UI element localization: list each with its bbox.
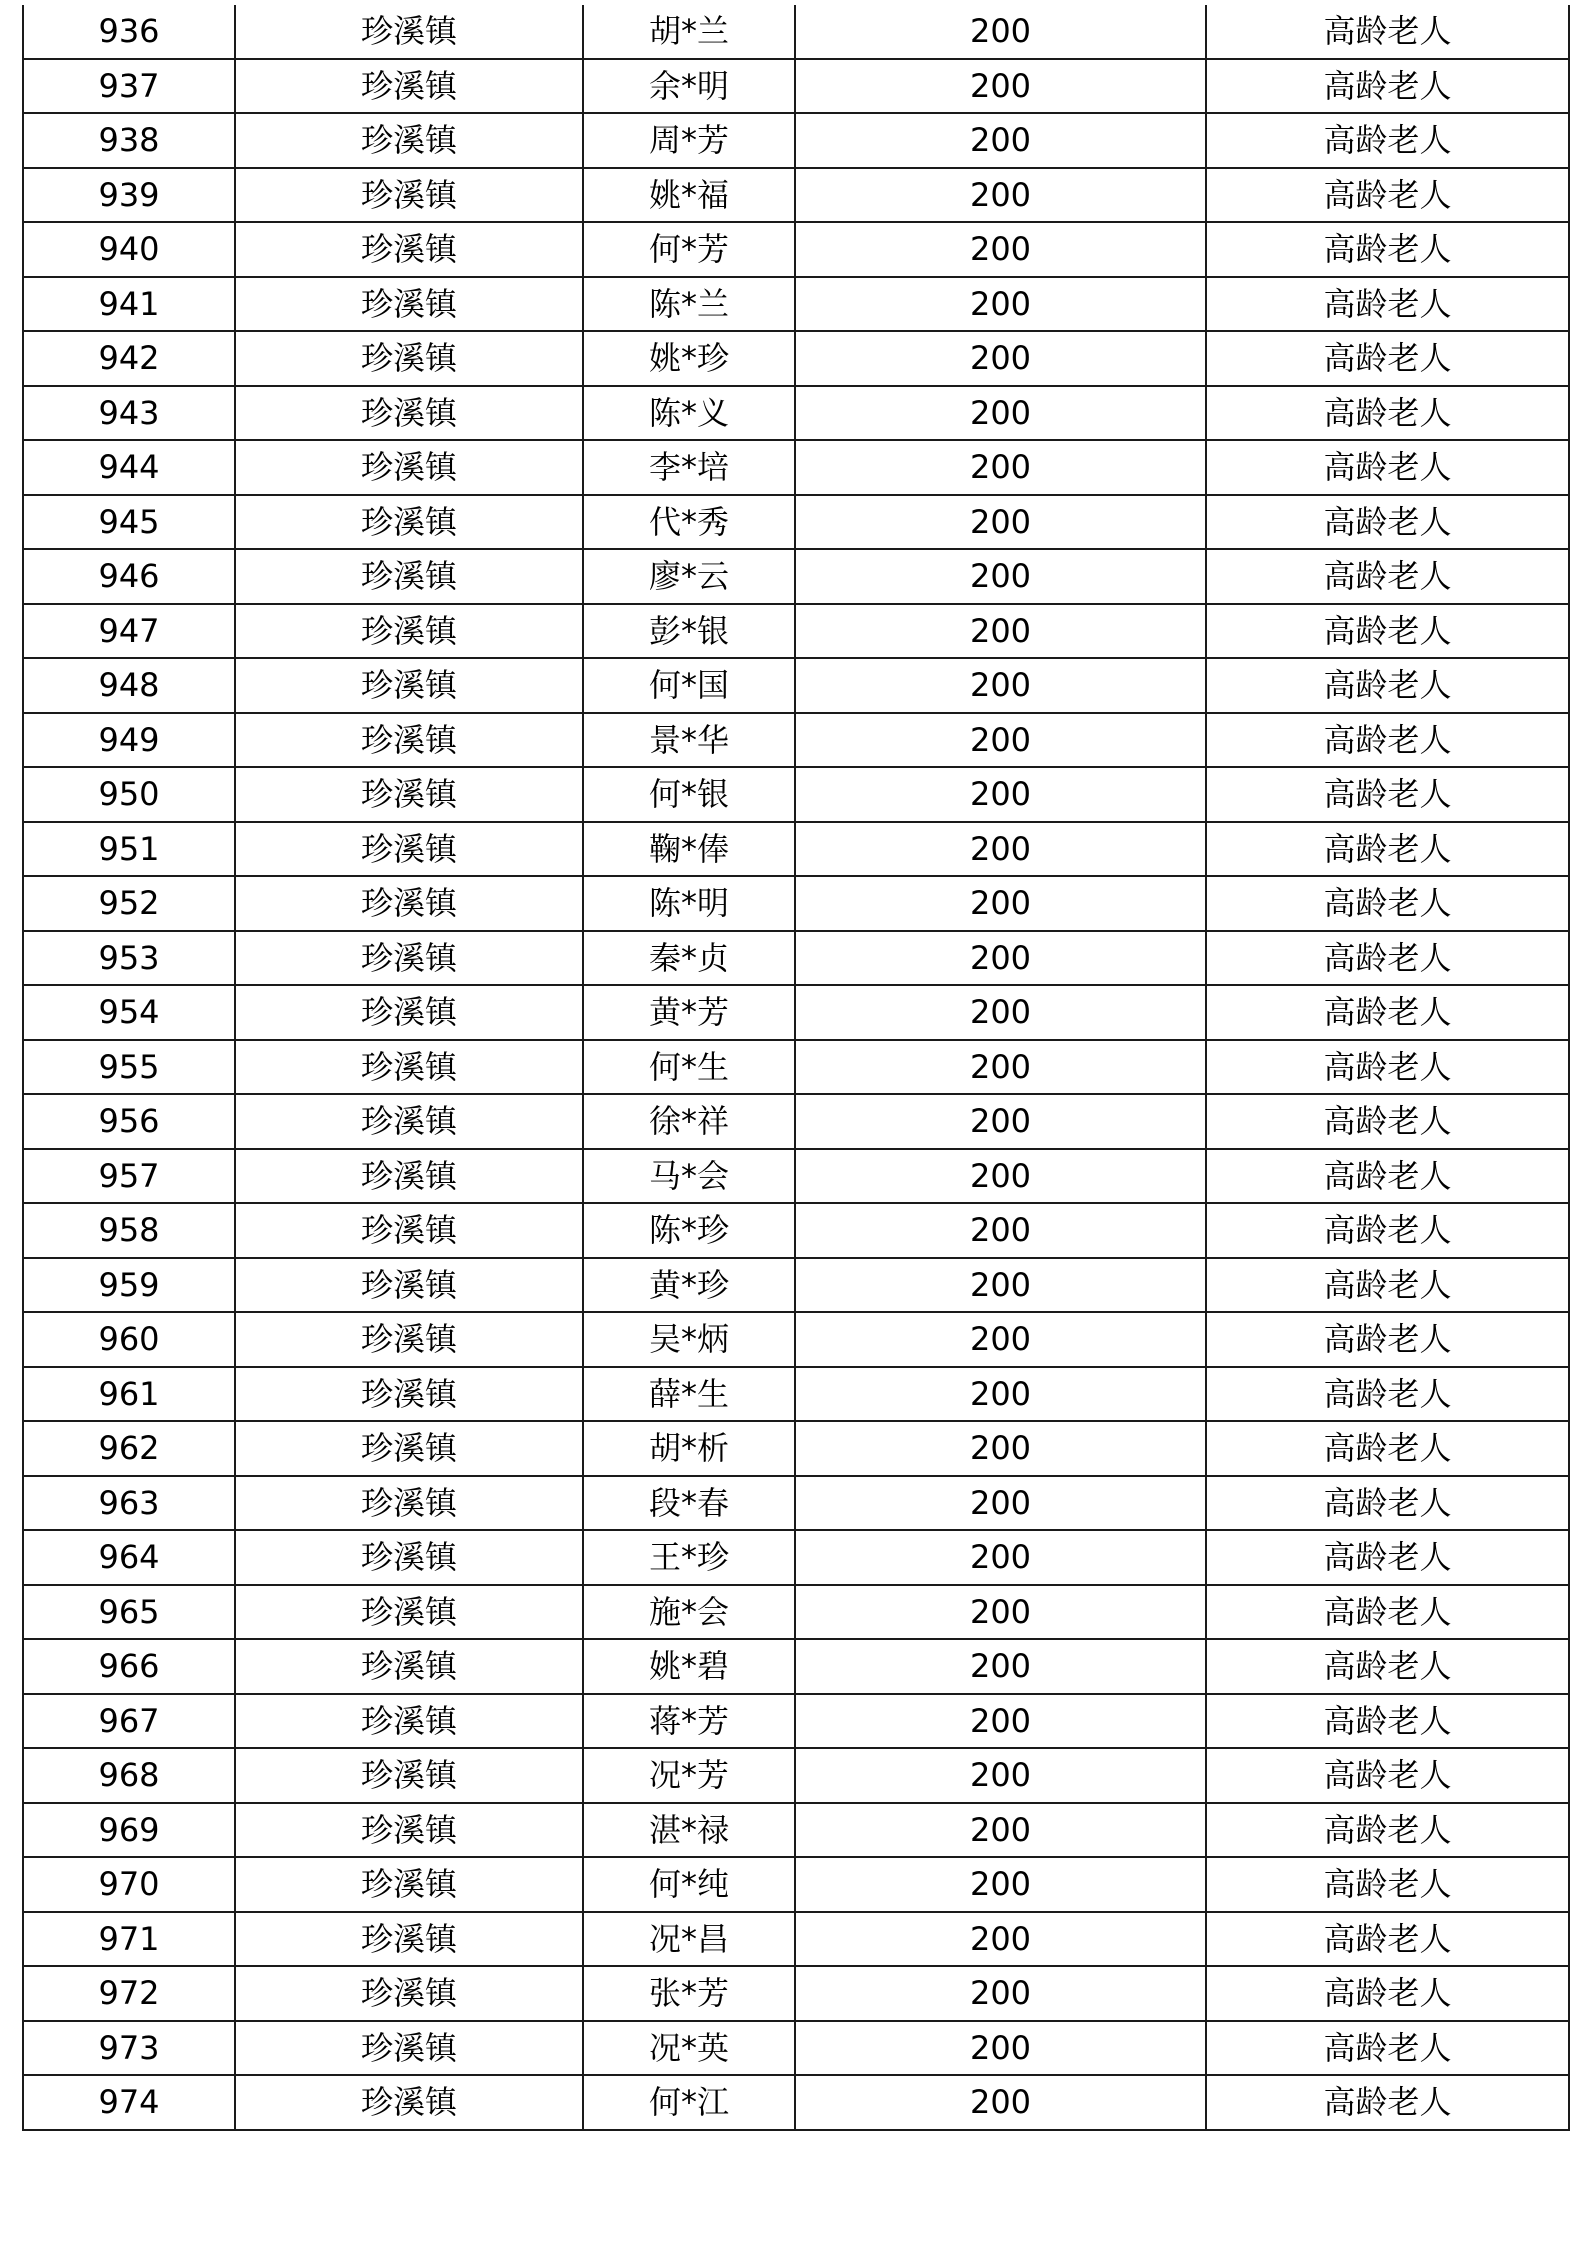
- amount-cell: 200: [795, 495, 1206, 550]
- town-cell: 珍溪镇: [235, 931, 583, 986]
- town-cell: 珍溪镇: [235, 1639, 583, 1694]
- amount-cell: 200: [795, 440, 1206, 495]
- town-cell: 珍溪镇: [235, 386, 583, 441]
- town-cell: 珍溪镇: [235, 1530, 583, 1585]
- town-cell: 珍溪镇: [235, 440, 583, 495]
- name-cell: 胡*析: [583, 1421, 795, 1476]
- category-cell: 高龄老人: [1206, 658, 1569, 713]
- serial-number-cell: 959: [23, 1258, 235, 1313]
- table-row: [23, 1530, 1569, 1585]
- name-cell: 段*春: [583, 1476, 795, 1531]
- table-row: [23, 1803, 1569, 1858]
- name-cell: 陈*珍: [583, 1203, 795, 1258]
- table-row: [23, 767, 1569, 822]
- town-cell: 珍溪镇: [235, 277, 583, 332]
- table-row: [23, 604, 1569, 659]
- town-cell: 珍溪镇: [235, 1585, 583, 1640]
- amount-cell: 200: [795, 1367, 1206, 1422]
- town-cell: 珍溪镇: [235, 658, 583, 713]
- serial-number-cell: 960: [23, 1312, 235, 1367]
- name-cell: 黄*芳: [583, 985, 795, 1040]
- table-row: [23, 1748, 1569, 1803]
- serial-number-cell: 938: [23, 113, 235, 168]
- town-cell: 珍溪镇: [235, 1258, 583, 1313]
- table-row: [23, 2021, 1569, 2076]
- table-row: [23, 876, 1569, 931]
- category-cell: 高龄老人: [1206, 331, 1569, 386]
- category-cell: 高龄老人: [1206, 1857, 1569, 1912]
- table-row: [23, 658, 1569, 713]
- table-row: [23, 1149, 1569, 1204]
- amount-cell: 200: [795, 59, 1206, 114]
- name-cell: 鞠*俸: [583, 822, 795, 877]
- category-cell: 高龄老人: [1206, 59, 1569, 114]
- name-cell: 何*国: [583, 658, 795, 713]
- amount-cell: 200: [795, 1966, 1206, 2021]
- category-cell: 高龄老人: [1206, 1094, 1569, 1149]
- amount-cell: 200: [795, 549, 1206, 604]
- name-cell: 周*芳: [583, 113, 795, 168]
- town-cell: 珍溪镇: [235, 495, 583, 550]
- category-cell: 高龄老人: [1206, 767, 1569, 822]
- serial-number-cell: 965: [23, 1585, 235, 1640]
- serial-number-cell: 963: [23, 1476, 235, 1531]
- table-row: [23, 1912, 1569, 1967]
- amount-cell: 200: [795, 1258, 1206, 1313]
- town-cell: 珍溪镇: [235, 713, 583, 768]
- category-cell: 高龄老人: [1206, 5, 1569, 59]
- table-body: [23, 5, 1569, 2130]
- amount-cell: 200: [795, 931, 1206, 986]
- table-row: [23, 331, 1569, 386]
- table-row: [23, 1367, 1569, 1422]
- table-row: [23, 277, 1569, 332]
- serial-number-cell: 971: [23, 1912, 235, 1967]
- name-cell: 何*芳: [583, 222, 795, 277]
- amount-cell: 200: [795, 1639, 1206, 1694]
- town-cell: 珍溪镇: [235, 1040, 583, 1095]
- amount-cell: 200: [795, 222, 1206, 277]
- category-cell: 高龄老人: [1206, 1367, 1569, 1422]
- amount-cell: 200: [795, 168, 1206, 223]
- town-cell: 珍溪镇: [235, 549, 583, 604]
- table-row: [23, 822, 1569, 877]
- name-cell: 胡*兰: [583, 5, 795, 59]
- category-cell: 高龄老人: [1206, 1748, 1569, 1803]
- name-cell: 陈*明: [583, 876, 795, 931]
- table-row: [23, 1421, 1569, 1476]
- serial-number-cell: 948: [23, 658, 235, 713]
- category-cell: 高龄老人: [1206, 713, 1569, 768]
- serial-number-cell: 937: [23, 59, 235, 114]
- document-table-container: [22, 5, 1568, 2131]
- table-row: [23, 113, 1569, 168]
- category-cell: 高龄老人: [1206, 549, 1569, 604]
- table-row: [23, 222, 1569, 277]
- table-row: [23, 1094, 1569, 1149]
- town-cell: 珍溪镇: [235, 331, 583, 386]
- town-cell: 珍溪镇: [235, 1421, 583, 1476]
- town-cell: 珍溪镇: [235, 1149, 583, 1204]
- town-cell: 珍溪镇: [235, 876, 583, 931]
- category-cell: 高龄老人: [1206, 604, 1569, 659]
- category-cell: 高龄老人: [1206, 1639, 1569, 1694]
- name-cell: 薛*生: [583, 1367, 795, 1422]
- amount-cell: 200: [795, 1203, 1206, 1258]
- table-row: [23, 1476, 1569, 1531]
- serial-number-cell: 974: [23, 2075, 235, 2130]
- table-row: [23, 1857, 1569, 1912]
- amount-cell: 200: [795, 277, 1206, 332]
- town-cell: 珍溪镇: [235, 1203, 583, 1258]
- town-cell: 珍溪镇: [235, 1476, 583, 1531]
- name-cell: 马*会: [583, 1149, 795, 1204]
- category-cell: 高龄老人: [1206, 1149, 1569, 1204]
- amount-cell: 200: [795, 1748, 1206, 1803]
- name-cell: 况*芳: [583, 1748, 795, 1803]
- category-cell: 高龄老人: [1206, 931, 1569, 986]
- town-cell: 珍溪镇: [235, 1094, 583, 1149]
- town-cell: 珍溪镇: [235, 767, 583, 822]
- subsidy-table: [22, 5, 1570, 2131]
- serial-number-cell: 958: [23, 1203, 235, 1258]
- category-cell: 高龄老人: [1206, 1694, 1569, 1749]
- table-row: [23, 386, 1569, 441]
- table-row: [23, 1639, 1569, 1694]
- town-cell: 珍溪镇: [235, 1803, 583, 1858]
- table-row: [23, 59, 1569, 114]
- category-cell: 高龄老人: [1206, 386, 1569, 441]
- category-cell: 高龄老人: [1206, 495, 1569, 550]
- table-row: [23, 1585, 1569, 1640]
- name-cell: 何*江: [583, 2075, 795, 2130]
- town-cell: 珍溪镇: [235, 1966, 583, 2021]
- amount-cell: 200: [795, 1312, 1206, 1367]
- town-cell: 珍溪镇: [235, 2021, 583, 2076]
- amount-cell: 200: [795, 2075, 1206, 2130]
- serial-number-cell: 939: [23, 168, 235, 223]
- table-row: [23, 5, 1569, 59]
- serial-number-cell: 952: [23, 876, 235, 931]
- category-cell: 高龄老人: [1206, 1912, 1569, 1967]
- serial-number-cell: 941: [23, 277, 235, 332]
- amount-cell: 200: [795, 1803, 1206, 1858]
- category-cell: 高龄老人: [1206, 1585, 1569, 1640]
- name-cell: 姚*碧: [583, 1639, 795, 1694]
- category-cell: 高龄老人: [1206, 985, 1569, 1040]
- serial-number-cell: 942: [23, 331, 235, 386]
- name-cell: 景*华: [583, 713, 795, 768]
- amount-cell: 200: [795, 1094, 1206, 1149]
- category-cell: 高龄老人: [1206, 1476, 1569, 1531]
- amount-cell: 200: [795, 113, 1206, 168]
- amount-cell: 200: [795, 767, 1206, 822]
- category-cell: 高龄老人: [1206, 1803, 1569, 1858]
- amount-cell: 200: [795, 331, 1206, 386]
- category-cell: 高龄老人: [1206, 876, 1569, 931]
- category-cell: 高龄老人: [1206, 1421, 1569, 1476]
- town-cell: 珍溪镇: [235, 59, 583, 114]
- town-cell: 珍溪镇: [235, 1748, 583, 1803]
- table-row: [23, 168, 1569, 223]
- table-row: [23, 713, 1569, 768]
- serial-number-cell: 970: [23, 1857, 235, 1912]
- town-cell: 珍溪镇: [235, 604, 583, 659]
- serial-number-cell: 973: [23, 2021, 235, 2076]
- name-cell: 张*芳: [583, 1966, 795, 2021]
- serial-number-cell: 944: [23, 440, 235, 495]
- serial-number-cell: 969: [23, 1803, 235, 1858]
- category-cell: 高龄老人: [1206, 440, 1569, 495]
- amount-cell: 200: [795, 876, 1206, 931]
- town-cell: 珍溪镇: [235, 168, 583, 223]
- serial-number-cell: 940: [23, 222, 235, 277]
- town-cell: 珍溪镇: [235, 113, 583, 168]
- table-row: [23, 1694, 1569, 1749]
- table-row: [23, 985, 1569, 1040]
- name-cell: 何*纯: [583, 1857, 795, 1912]
- amount-cell: 200: [795, 822, 1206, 877]
- table-row: [23, 1258, 1569, 1313]
- serial-number-cell: 966: [23, 1639, 235, 1694]
- name-cell: 李*培: [583, 440, 795, 495]
- name-cell: 蒋*芳: [583, 1694, 795, 1749]
- amount-cell: 200: [795, 1476, 1206, 1531]
- town-cell: 珍溪镇: [235, 985, 583, 1040]
- serial-number-cell: 943: [23, 386, 235, 441]
- town-cell: 珍溪镇: [235, 1857, 583, 1912]
- name-cell: 况*昌: [583, 1912, 795, 1967]
- amount-cell: 200: [795, 386, 1206, 441]
- name-cell: 徐*祥: [583, 1094, 795, 1149]
- amount-cell: 200: [795, 658, 1206, 713]
- serial-number-cell: 936: [23, 5, 235, 59]
- category-cell: 高龄老人: [1206, 1966, 1569, 2021]
- serial-number-cell: 953: [23, 931, 235, 986]
- amount-cell: 200: [795, 604, 1206, 659]
- town-cell: 珍溪镇: [235, 2075, 583, 2130]
- amount-cell: 200: [795, 1040, 1206, 1095]
- name-cell: 何*银: [583, 767, 795, 822]
- serial-number-cell: 968: [23, 1748, 235, 1803]
- category-cell: 高龄老人: [1206, 1312, 1569, 1367]
- name-cell: 王*珍: [583, 1530, 795, 1585]
- name-cell: 何*生: [583, 1040, 795, 1095]
- amount-cell: 200: [795, 1585, 1206, 1640]
- amount-cell: 200: [795, 1421, 1206, 1476]
- category-cell: 高龄老人: [1206, 1258, 1569, 1313]
- serial-number-cell: 962: [23, 1421, 235, 1476]
- amount-cell: 200: [795, 1530, 1206, 1585]
- town-cell: 珍溪镇: [235, 1912, 583, 1967]
- town-cell: 珍溪镇: [235, 222, 583, 277]
- serial-number-cell: 949: [23, 713, 235, 768]
- serial-number-cell: 955: [23, 1040, 235, 1095]
- town-cell: 珍溪镇: [235, 5, 583, 59]
- amount-cell: 200: [795, 1694, 1206, 1749]
- name-cell: 廖*云: [583, 549, 795, 604]
- table-row: [23, 1040, 1569, 1095]
- category-cell: 高龄老人: [1206, 277, 1569, 332]
- category-cell: 高龄老人: [1206, 1040, 1569, 1095]
- name-cell: 秦*贞: [583, 931, 795, 986]
- serial-number-cell: 954: [23, 985, 235, 1040]
- serial-number-cell: 972: [23, 1966, 235, 2021]
- amount-cell: 200: [795, 1857, 1206, 1912]
- serial-number-cell: 967: [23, 1694, 235, 1749]
- name-cell: 湛*禄: [583, 1803, 795, 1858]
- category-cell: 高龄老人: [1206, 168, 1569, 223]
- table-row: [23, 1312, 1569, 1367]
- name-cell: 彭*银: [583, 604, 795, 659]
- town-cell: 珍溪镇: [235, 1367, 583, 1422]
- serial-number-cell: 961: [23, 1367, 235, 1422]
- category-cell: 高龄老人: [1206, 222, 1569, 277]
- name-cell: 陈*兰: [583, 277, 795, 332]
- name-cell: 施*会: [583, 1585, 795, 1640]
- serial-number-cell: 947: [23, 604, 235, 659]
- category-cell: 高龄老人: [1206, 822, 1569, 877]
- table-row: [23, 2075, 1569, 2130]
- name-cell: 姚*福: [583, 168, 795, 223]
- name-cell: 代*秀: [583, 495, 795, 550]
- amount-cell: 200: [795, 2021, 1206, 2076]
- amount-cell: 200: [795, 985, 1206, 1040]
- serial-number-cell: 957: [23, 1149, 235, 1204]
- serial-number-cell: 950: [23, 767, 235, 822]
- serial-number-cell: 956: [23, 1094, 235, 1149]
- amount-cell: 200: [795, 1912, 1206, 1967]
- name-cell: 余*明: [583, 59, 795, 114]
- name-cell: 吴*炳: [583, 1312, 795, 1367]
- town-cell: 珍溪镇: [235, 1312, 583, 1367]
- category-cell: 高龄老人: [1206, 1530, 1569, 1585]
- table-row: [23, 549, 1569, 604]
- category-cell: 高龄老人: [1206, 113, 1569, 168]
- serial-number-cell: 951: [23, 822, 235, 877]
- category-cell: 高龄老人: [1206, 2021, 1569, 2076]
- category-cell: 高龄老人: [1206, 2075, 1569, 2130]
- name-cell: 陈*义: [583, 386, 795, 441]
- serial-number-cell: 945: [23, 495, 235, 550]
- table-row: [23, 1203, 1569, 1258]
- table-row: [23, 931, 1569, 986]
- town-cell: 珍溪镇: [235, 822, 583, 877]
- amount-cell: 200: [795, 1149, 1206, 1204]
- serial-number-cell: 964: [23, 1530, 235, 1585]
- name-cell: 况*英: [583, 2021, 795, 2076]
- amount-cell: 200: [795, 5, 1206, 59]
- name-cell: 姚*珍: [583, 331, 795, 386]
- town-cell: 珍溪镇: [235, 1694, 583, 1749]
- category-cell: 高龄老人: [1206, 1203, 1569, 1258]
- serial-number-cell: 946: [23, 549, 235, 604]
- table-row: [23, 495, 1569, 550]
- amount-cell: 200: [795, 713, 1206, 768]
- table-row: [23, 440, 1569, 495]
- table-row: [23, 1966, 1569, 2021]
- name-cell: 黄*珍: [583, 1258, 795, 1313]
